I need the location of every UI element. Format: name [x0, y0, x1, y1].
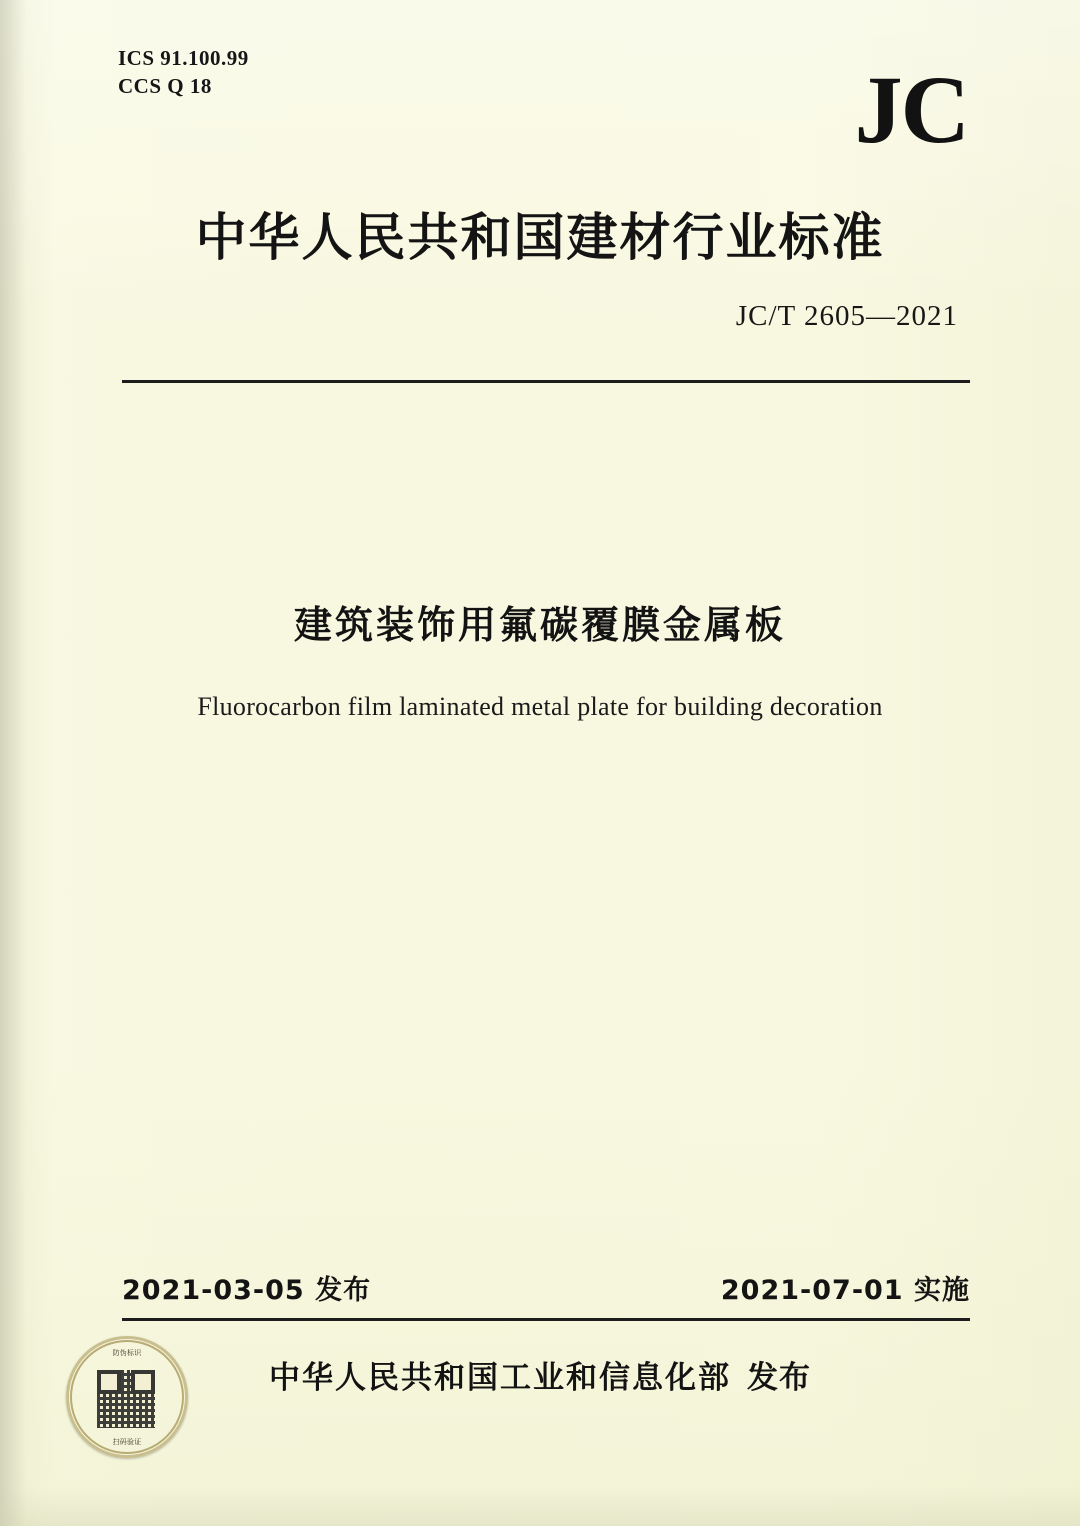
- page-bottom-shadow: [0, 1486, 1080, 1526]
- seal-bottom-text: 扫码验证: [112, 1438, 142, 1446]
- publisher-verb: 发布: [747, 1360, 811, 1396]
- date-row: [122, 1268, 970, 1307]
- issue-date: 2021-03-05 发布: [122, 1275, 372, 1306]
- standard-number: JC/T 2605—2021: [735, 300, 958, 332]
- page-title: 中华人民共和国建材行业标准: [195, 209, 885, 268]
- document-title-english: Fluorocarbon film laminated metal plate for building decoration: [197, 692, 883, 721]
- anti-counterfeit-seal: [66, 1336, 188, 1458]
- footer-divider: [122, 1318, 970, 1321]
- publisher-name: 中华人民共和国工业和信息化部: [269, 1360, 731, 1396]
- ccs-code: CCS Q 18: [118, 74, 212, 99]
- jc-logo: JC: [854, 56, 968, 163]
- ics-classification-block: [118, 44, 249, 101]
- implementation-date: 2021-07-01 实施: [720, 1275, 970, 1306]
- ics-code: ICS 91.100.99: [118, 46, 249, 70]
- seal-top-text: 防伪标识: [112, 1349, 142, 1357]
- qr-code-icon: [97, 1370, 155, 1428]
- document-title-chinese: 建筑装饰用氟碳覆膜金属板: [293, 603, 786, 647]
- header-divider: [122, 380, 970, 383]
